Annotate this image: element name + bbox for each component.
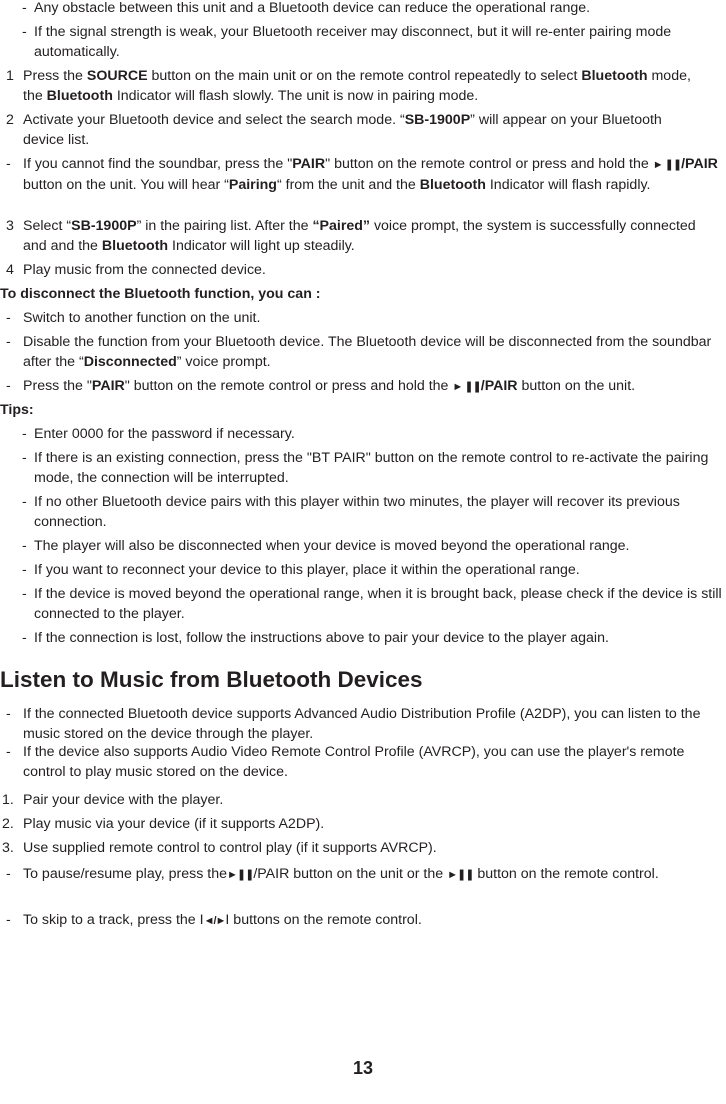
tip-item: - If there is an existing connection, press the "BT PAIR" button on the remote control to re-activate the pairing mode, the connection will be interrupted. — [22, 450, 709, 486]
listen-step: 2. Play music via your device (if it supports A2DP). — [2, 816, 325, 832]
intro-bullet: - Any obstacle between this unit and a Bluetooth device can reduce the operational range. — [22, 0, 591, 16]
tip-item: - If the device is moved beyond the operational range, when it is brought back, please check if the device is still connected to the player. — [22, 586, 722, 622]
step-4: 4 Play music from the connected device. — [6, 262, 266, 278]
disconnect-item: - Disable the function from your Bluetooth device. The Bluetooth device will be disconnected from the soundbar after the “Disconnected” voice prompt. — [6, 334, 712, 370]
disconnect-title: To disconnect the Bluetooth function, you can : — [0, 286, 321, 302]
tips-title: Tips: — [0, 402, 34, 418]
tip-item: - If no other Bluetooth device pairs with this player within two minutes, the player will recover its previous connection. — [22, 494, 680, 530]
tip-item: - If the connection is lost, follow the instructions above to pair your device to the player again. — [22, 630, 609, 646]
listen-bullet: - To skip to a track, press the I◄/►I buttons on the remote control. — [6, 912, 422, 928]
step-2-note: - If you cannot find the soundbar, press the "PAIR" button on the remote control or press and hold the ► ❚❚/PAIR button on the unit. You will hear “Pairing“ from the unit and the Bluetooth Indicator will flash rapidly. — [6, 156, 718, 193]
play-pause-icon: ► ❚❚ — [652, 159, 682, 171]
section-heading: Listen to Music from Bluetooth Devices — [0, 667, 423, 692]
skip-icon: ◄/► — [203, 915, 226, 927]
step-3: 3 Select “SB-1900P” in the pairing list. After the “Paired” voice prompt, the system is successfully connected and and the Bluetooth Indicator will light up steadily. — [6, 218, 696, 254]
listen-bullet: - If the connected Bluetooth device supports Advanced Audio Distribution Profile (A2DP), you can listen to the music stored on the device through the player. — [6, 706, 701, 742]
play-pause-icon: ► ❚❚ — [452, 381, 481, 393]
listen-bullet: - To pause/resume play, press the►❚❚/PAIR button on the unit or the ►❚❚ button on the remote control. — [6, 866, 659, 882]
step-2: 2 Activate your Bluetooth device and select the search mode. “SB-1900P” will appear on your Bluetooth device list. — [6, 112, 662, 148]
disconnect-item: - Press the "PAIR" button on the remote control or press and hold the ► ❚❚/PAIR button on the unit. — [6, 378, 636, 394]
tip-item: - Enter 0000 for the password if necessary. — [22, 426, 295, 442]
play-pause-icon: ►❚❚ — [447, 869, 474, 881]
tip-item: - The player will also be disconnected when your device is moved beyond the operational range. — [22, 538, 630, 554]
listen-bullet: - If the device also supports Audio Video Remote Control Profile (AVRCP), you can use the player's remote control to play music stored on the device. — [6, 744, 685, 780]
listen-step: 1. Pair your device with the player. — [2, 792, 224, 808]
intro-bullet: - If the signal strength is weak, your Bluetooth receiver may disconnect, but it will re-enter pairing mode automatically. — [22, 24, 672, 60]
disconnect-item: - Switch to another function on the unit. — [6, 310, 261, 326]
listen-step: 3. Use supplied remote control to control play (if it supports AVRCP). — [2, 840, 437, 856]
step-1: 1 Press the SOURCE button on the main unit or on the remote control repeatedly to select Bluetooth mode, the Bluetooth Indicator will flash slowly. The unit is now in pairing mode. — [6, 68, 691, 104]
page-number: 13 — [352, 1058, 374, 1078]
play-pause-icon: ►❚❚ — [227, 869, 254, 881]
tip-item: - If you want to reconnect your device to this player, place it within the operational range. — [22, 562, 580, 578]
